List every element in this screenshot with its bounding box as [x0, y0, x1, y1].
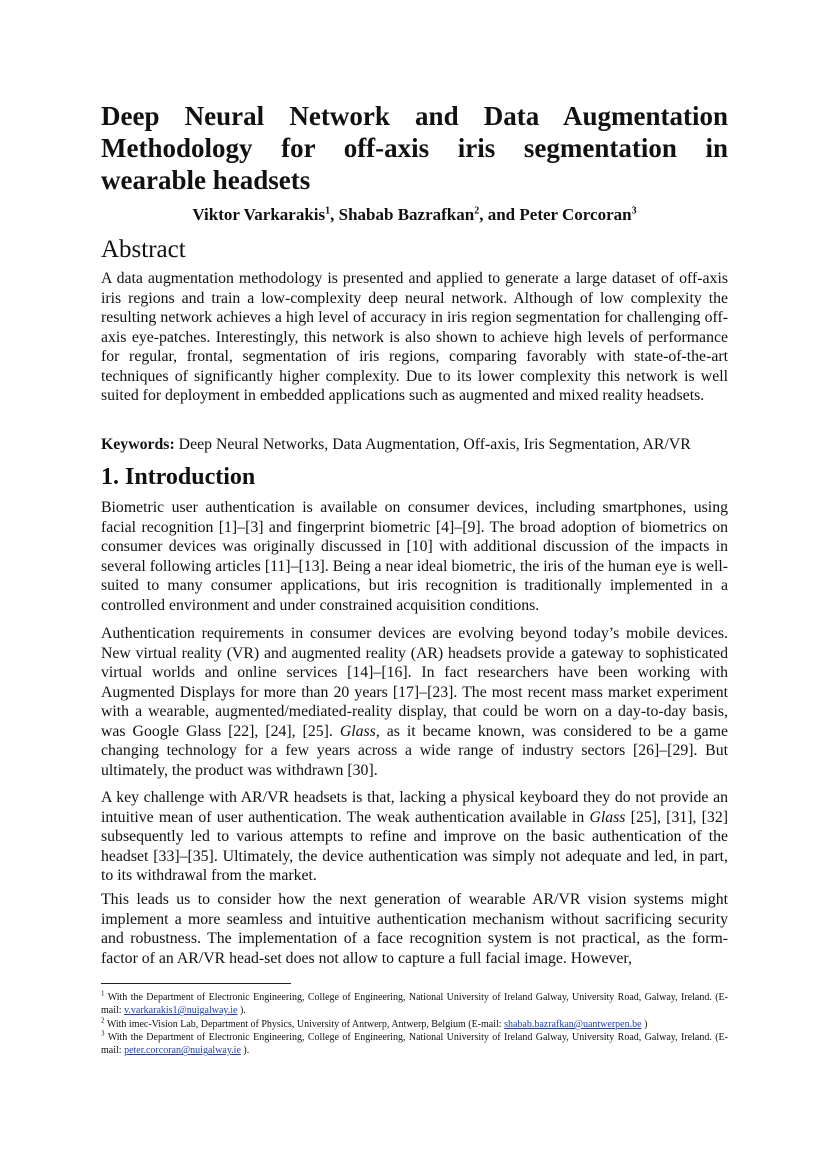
footnote-divider: [101, 983, 291, 984]
body-text: Authentication requirements in consumer devices are evolving beyond today’s mobile devices. New virtual reality (VR) and augmented reality (AR) headsets provide a gateway to sophisticated virtual worlds and online services [14]–[16]. In fact researchers have been working with Augmented Displays for more than 20 years [17]–[23]. The most recent mass market experiment with a wearable, augmented/mediated-reality display, that could be worn on a day-to-day basis, was Google Glass [22], [24], [25].: [101, 625, 728, 740]
footnote-marker: 2: [101, 1016, 105, 1025]
body-paragraph: This leads us to consider how the next generation of wearable AR/VR vision systems might implement a more seamless and intuitive authentication mechanism without sacrificing security and robustness. The implementation of a face recognition system is not practical, as the form-factor of an AR/VR head-set does not allow to capture a full facial image. However,: [101, 891, 728, 967]
footnote-text: ).: [237, 1005, 246, 1017]
affiliation-marker: 3: [631, 205, 637, 217]
footnote-text: With the Department of Electronic Engineering, College of Engineering, National University of Ireland Galway, University Road, Galway, Ireland. (E-mail:: [101, 992, 728, 1017]
footnote-text: With imec-Vision Lab, Department of Physics, University of Antwerp, Antwerp, Belgium (E-mail:: [104, 1019, 505, 1030]
author-name: Peter Corcoran: [519, 205, 632, 224]
body-text: [25], [31], [32] subsequently led to various attempts to refine and improve on the basic authentication of the headset [33]–[35]. Ultimately, the device authentication was simply not adequate and led, in part, to its withdrawal from the market.: [101, 808, 728, 884]
author-name: Viktor Varkarakis: [192, 205, 326, 224]
author-list: [101, 204, 728, 226]
author-separator: ,: [330, 205, 339, 224]
author-name: Shabab Bazrafkan: [338, 205, 475, 224]
affiliation-marker: 1: [325, 205, 331, 217]
email-link[interactable]: shabab.bazrafkan@uantwerpen.be: [504, 1019, 642, 1030]
emphasis-text: Glass: [589, 808, 626, 826]
footnote-text: ).: [240, 1045, 250, 1057]
affiliation-marker: 2: [474, 205, 480, 217]
paper-title: Deep Neural Network and Data Augmentation Methodology for off-axis iris segmentation in wearable headsets: [101, 101, 728, 195]
footnote-marker: 1: [101, 989, 105, 998]
keywords-line: [101, 435, 728, 455]
footnote-marker: 3: [101, 1029, 105, 1038]
body-paragraph: [101, 624, 728, 780]
keywords-label: Keywords:: [101, 436, 175, 453]
keywords-text: Deep Neural Networks, Data Augmentation, Off-axis, Iris Segmentation, AR/VR: [174, 436, 691, 453]
email-link[interactable]: v.varkarakis1@nuigalway.ie: [124, 1005, 238, 1017]
footnote: [101, 1031, 728, 1057]
footnote-text: With the Department of Electronic Engineering, College of Engineering, National University of Ireland Galway, University Road, Galway, Ireland. (E-mail:: [101, 1032, 728, 1057]
author-separator: , and: [479, 205, 520, 224]
body-paragraph: [101, 788, 728, 886]
footnote: [101, 1018, 728, 1031]
abstract-paragraph: A data augmentation methodology is presented and applied to generate a large dataset of off-axis iris regions and train a low-complexity deep neural network. Although of low complexity the resulting network achieves a high level of accuracy in iris region segmentation for challenging off-axis eye-patches. Interestingly, this network is also shown to achieve high levels of performance for regular, frontal, segmentation of iris regions, comparing favorably with state-of-the-art techniques of significantly higher complexity. Due to its lower complexity this network is well suited for deployment in embedded applications such as augmented and mixed reality headsets.: [101, 270, 728, 404]
body-text: , as it became known, was considered to be a game changing technology for a few years across a wide range of industry sectors [26]–[29]. But ultimately, the product was withdrawn [30].: [101, 722, 728, 779]
emphasis-text: Glass: [339, 722, 376, 740]
footnote: [101, 991, 728, 1017]
body-text: A key challenge with AR/VR headsets is that, lacking a physical keyboard they do not provide an intuitive mean of user authentication. The weak authentication available in: [101, 789, 728, 826]
introduction-heading: 1. Introduction: [101, 464, 256, 490]
email-link[interactable]: peter.corcoran@nuigalway.ie: [124, 1045, 241, 1057]
abstract-heading: Abstract: [101, 236, 186, 263]
footnote-text: ): [641, 1019, 648, 1030]
body-paragraph: Biometric user authentication is available on consumer devices, including smartphones, using facial recognition [1]–[3] and fingerprint biometric [4]–[9]. The broad adoption of biometrics on consumer devices was originally discussed in [10] with additional discussion of the impacts in several following articles [11]–[13]. Being a near ideal biometric, the iris of the human eye is well-suited to many consumer applications, but iris recognition is traditionally implemented in a controlled environment and under constrained acquisition conditions.: [101, 499, 728, 614]
